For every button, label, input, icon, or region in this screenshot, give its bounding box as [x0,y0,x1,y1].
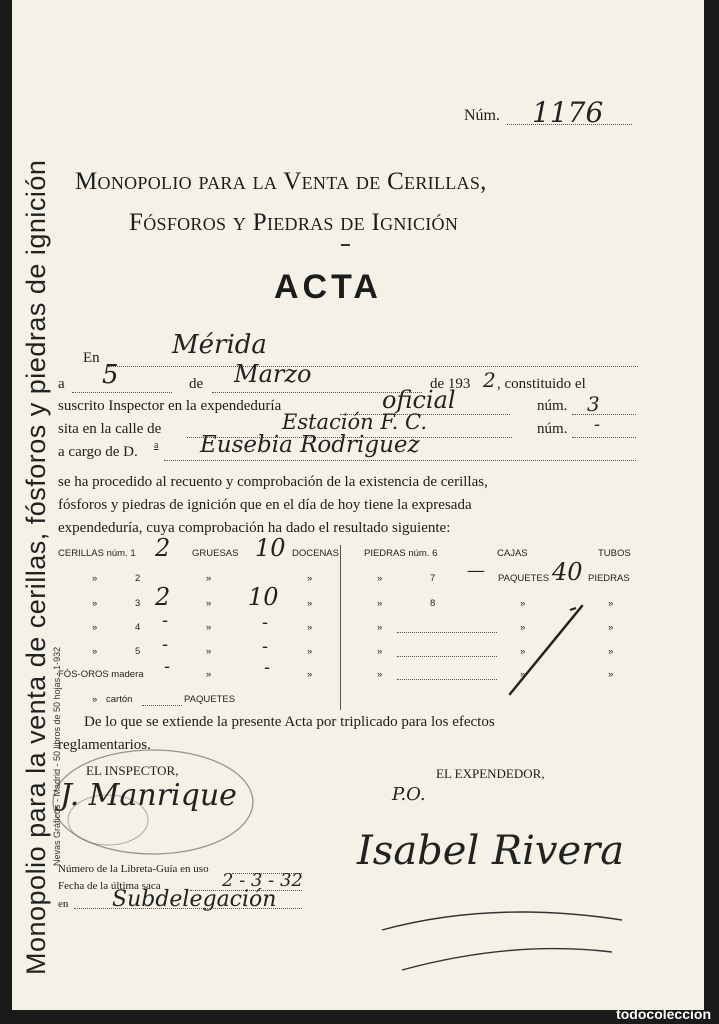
piedras-label: PIEDRAS núm. 6 [364,548,438,559]
en-value: Mérida [172,330,267,360]
quote-pr4c: » [608,622,614,633]
fecha-value: 2 - 3 - 32 [222,870,303,891]
piedras-label-2: PIEDRAS [588,573,630,584]
quote-r4a: » [92,622,98,633]
cerillas-num-4: 4 [135,622,141,633]
quote-r3c: » [307,598,313,609]
cerillas-1-gruesas: 2 [155,534,171,562]
quote-pr5a: » [377,646,383,657]
quote-r2c: » [307,573,313,584]
num-value-2: - [594,414,601,435]
quote-r2a: » [92,573,98,584]
quote-r4c: » [307,622,313,633]
paragraph-line2: fósforos y piedras de ignición que en el día de hoy tiene la expresada [58,497,472,513]
num-label-2: núm. [537,421,568,437]
piedras-line-5 [397,656,497,657]
signature-flourish [372,890,632,980]
quote-p8c: » [608,598,614,609]
side-band [18,0,52,980]
fecha-label: Fecha de la última saca [58,880,161,892]
num-label-1: núm. [537,398,568,414]
num-line-1 [572,414,636,415]
fosforos-gruesas: - [164,656,171,677]
quote-fos-c: » [307,669,313,680]
quote-fos-b: » [206,669,212,680]
en-bottom-value: Subdelegación [112,887,277,912]
heading-line1: Monopolio para la Venta de Cerillas, [75,168,487,195]
gruesas-label: GRUESAS [192,548,239,559]
quote-p7a: » [377,573,383,584]
expendedor-label: EL EXPENDEDOR, [436,766,545,781]
paquetes-label-left: PAQUETES [184,694,236,705]
cerillas-label: CERILLAS núm. 1 [58,548,136,559]
quote-carton: » [92,694,98,705]
quote-r5c: » [307,646,313,657]
cargo-suffix: a [154,440,159,451]
year-value: 2 [483,368,496,392]
cerillas-num-3: 3 [135,598,141,609]
a-label: a [58,376,65,392]
po-text: P.O. [392,784,426,805]
quote-r2b: » [206,573,212,584]
cargo-text: a cargo de D. [58,444,138,460]
closing-line2: reglamentarios. [58,737,151,753]
quote-r3a: » [92,598,98,609]
piedras-num-8: 8 [430,598,436,609]
side-vertical-text: Monopolio para la venta de cerillas, fósforos y piedras de ignición [21,159,51,975]
carton-label: cartón [106,694,133,705]
de-label: de [189,376,204,392]
document-paper [12,0,704,1010]
expend-value: oficial [382,386,456,414]
fosforos-label: FÓS-OROS madera [58,669,144,680]
piedras-7-cajas: — [467,560,485,581]
fosforos-docenas: - [264,657,271,678]
en-label: En [83,350,100,366]
cerillas-4-docenas: - [262,612,269,633]
quote-pr6c: » [608,669,614,680]
cross-out-stroke [492,600,592,700]
calle-value: Estación F. C. [282,410,428,434]
cargo-line [164,460,636,461]
acta-title: ACTA [274,268,382,306]
cerillas-3-gruesas: 2 [155,583,171,611]
printer-note: Nevas Gráficos - Madrid - 50 libros de 50 hojas - 1-932 [52,646,62,866]
inspector-label: EL INSPECTOR, [86,763,179,778]
quote-p8a: » [377,598,383,609]
quote-r4b: » [206,622,212,633]
cerillas-num-5: 5 [135,646,141,657]
cerillas-4-gruesas: - [162,610,169,631]
paragraph-line3: expendeduría, cuya comprobación ha dado el resultado siguiente: [58,520,451,536]
table-divider [340,545,341,710]
carton-line [142,705,182,706]
quote-pr5b: » [520,646,526,657]
quote-p8b: » [520,598,526,609]
num-value-1: 3 [587,392,600,416]
piedras-line-6 [397,679,497,680]
heading-divider [341,244,350,246]
libreta-label: Número de la Libreta-Guía en uso [58,863,209,875]
num-line-2 [572,437,636,438]
constituido-text: , constituido el [497,376,586,392]
paragraph-line1: se ha procedido al recuento y comprobación de la existencia de cerillas, [58,474,488,490]
docenas-label: DOCENAS [292,548,339,559]
cajas-label: CAJAS [497,548,528,559]
closing-line1: De lo que se extiende la presente Acta por triplicado para los efectos [84,714,495,730]
expendeduria-text: suscrito Inspector en la expendeduría [58,398,282,414]
cerillas-1-docenas: 10 [255,534,286,562]
quote-pr6b: » [520,669,526,680]
piedras-line-4 [397,632,497,633]
en-bottom-label: en [58,898,69,910]
cerillas-5-docenas: - [262,636,269,657]
piedras-num-7: 7 [430,573,436,584]
inspector-signature: J. Manrique [60,778,237,813]
quote-pr4a: » [377,622,383,633]
piedras-7-piedras: 40 [552,558,583,586]
cargo-value: Eusebia Rodriguez [200,432,420,458]
day-line [72,392,172,393]
quote-r3b: » [206,598,212,609]
calle-text: sita en la calle de [58,421,162,437]
expendedor-signature: Isabel Rivera [357,828,625,874]
quote-pr6a: » [377,669,383,680]
tubos-label: TUBOS [598,548,631,559]
day-value: 5 [102,360,119,390]
quote-r5b: » [206,646,212,657]
quote-pr5c: » [608,646,614,657]
num-value: 1176 [532,96,604,129]
cerillas-5-gruesas: - [162,634,169,655]
paquetes-label-right: PAQUETES [498,573,550,584]
quote-r5a: » [92,646,98,657]
cerillas-3-docenas: 10 [248,583,279,611]
heading-line2: Fósforos y Piedras de Ignición [129,209,459,236]
num-label: Núm. [464,107,500,124]
year-label: de 193 [430,376,471,392]
month-value: Marzo [234,360,312,388]
cerillas-num-2: 2 [135,573,141,584]
quote-pr4b: » [520,622,526,633]
en-line [108,366,638,367]
watermark-logo: todocoleccion [616,1006,711,1022]
